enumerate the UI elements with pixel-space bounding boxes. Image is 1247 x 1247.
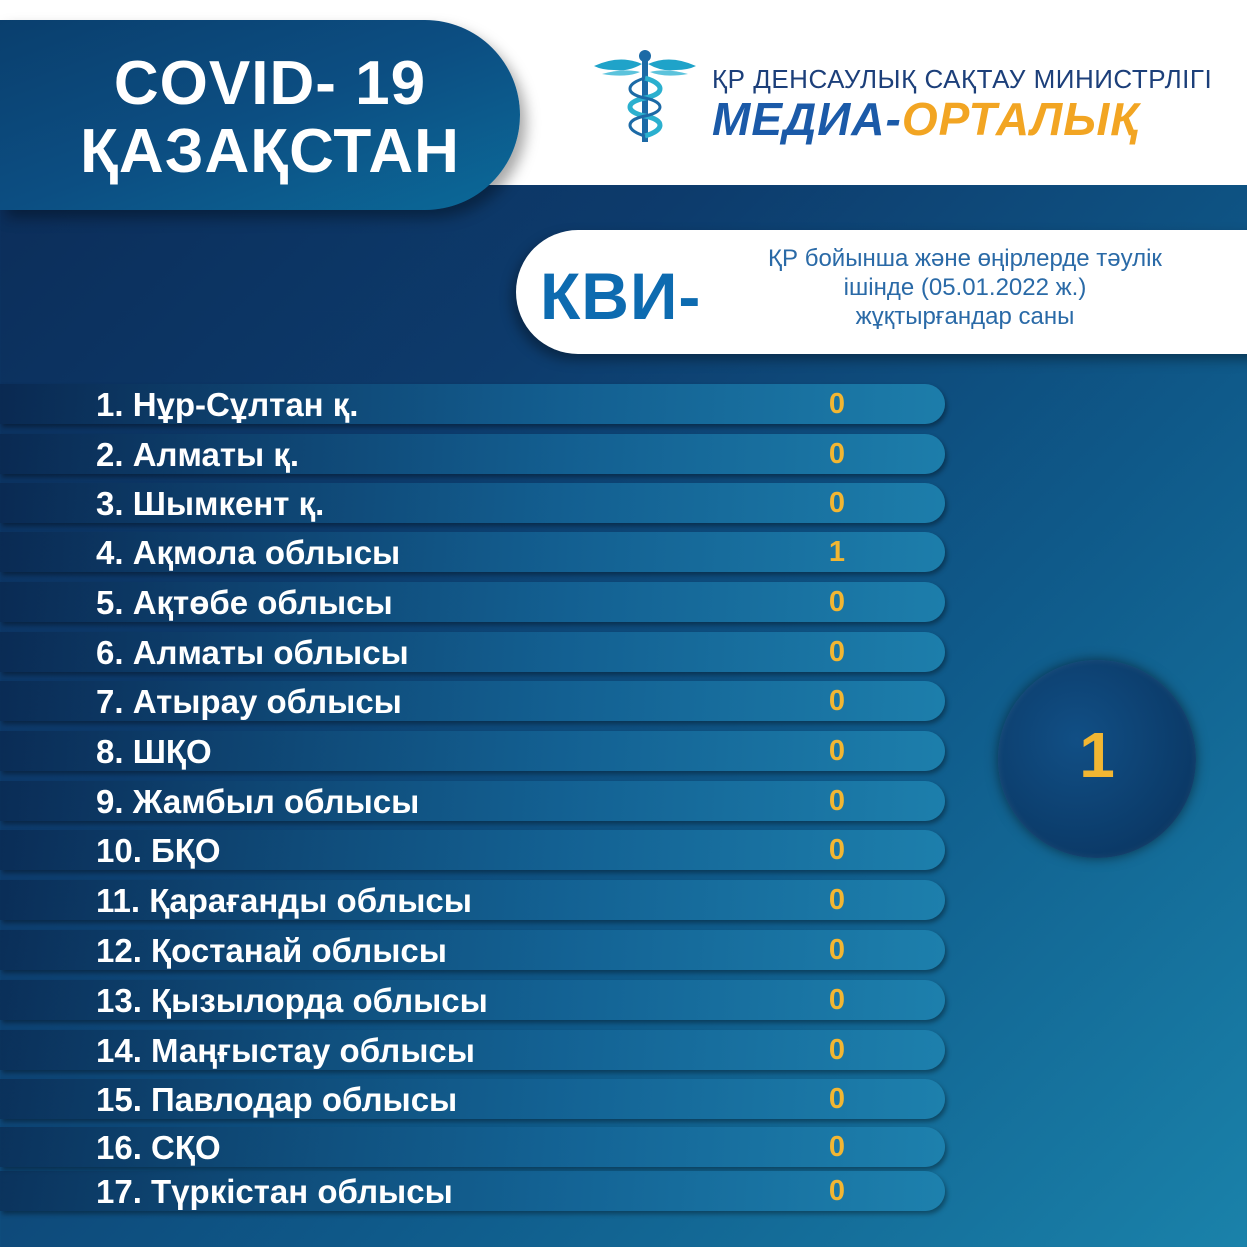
region-row: [0, 930, 945, 970]
region-name: 15. Павлодар облысы: [96, 1081, 458, 1118]
region-row: [0, 980, 945, 1020]
logo-media-part2: ОРТАЛЫҚ: [901, 93, 1140, 145]
region-count: 0: [828, 438, 846, 470]
region-row: [0, 880, 945, 920]
region-row: [0, 1030, 945, 1070]
region-row: [0, 532, 945, 572]
region-name: 1. Нұр-Сұлтан қ.: [96, 386, 359, 423]
region-name: 7. Атырау облысы: [96, 683, 402, 720]
region-count: 1: [828, 536, 846, 568]
region-count: 0: [828, 884, 846, 916]
region-row: [0, 1171, 945, 1211]
subtitle-line1: ҚР бойынша және өңірлерде тәулік: [768, 245, 1162, 272]
total-count: 1: [1079, 719, 1115, 791]
region-name: 12. Қостанай облысы: [96, 932, 447, 969]
region-name: 10. БҚО: [96, 832, 221, 869]
subtitle-description: [730, 244, 1200, 331]
region-name: 8. ШҚО: [96, 733, 212, 770]
region-name: 13. Қызылорда облысы: [96, 982, 488, 1019]
region-row: [0, 483, 945, 523]
region-name: 16. СҚО: [96, 1129, 221, 1166]
region-row: [0, 1079, 945, 1119]
subtitle-line2: ішінде (05.01.2022 ж.): [843, 274, 1087, 301]
region-name: 2. Алматы қ.: [96, 436, 300, 473]
region-name: 9. Жамбыл облысы: [96, 783, 420, 820]
title-line-kazakhstan: ҚАЗАҚСТАН: [80, 117, 460, 186]
logo-ministry-text: ҚР ДЕНСАУЛЫҚ САҚТАУ МИНИСТРЛІГІ: [712, 64, 1213, 94]
region-name: 17. Түркістан облысы: [96, 1173, 453, 1210]
region-row: [0, 434, 945, 474]
total-circle: [998, 660, 1196, 858]
title-line-covid: COVID- 19: [113, 49, 427, 118]
region-name: 6. Алматы облысы: [96, 634, 409, 671]
logo-media-part1: МЕДИА-: [712, 93, 902, 145]
region-row: [0, 582, 945, 622]
region-name: 11. Қарағанды облысы: [96, 882, 472, 919]
region-count: 0: [828, 388, 846, 420]
region-count: 0: [828, 487, 846, 519]
region-count: 0: [828, 685, 846, 717]
region-count: 0: [828, 636, 846, 668]
region-count: 0: [828, 1131, 846, 1163]
caduceus-icon: [590, 48, 700, 144]
region-count: 0: [828, 934, 846, 966]
region-count: 0: [828, 1175, 846, 1207]
region-count: 0: [828, 1083, 846, 1115]
region-count: 0: [828, 735, 846, 767]
region-count: 0: [828, 586, 846, 618]
kvi-label: КВИ-: [540, 259, 702, 333]
region-count: 0: [828, 834, 846, 866]
region-name: 14. Маңғыстау облысы: [96, 1032, 475, 1069]
region-count: 0: [828, 984, 846, 1016]
region-row: [0, 681, 945, 721]
region-name: 5. Ақтөбе облысы: [96, 584, 393, 621]
region-row: [0, 1127, 945, 1167]
region-row: [0, 781, 945, 821]
region-row: [0, 384, 945, 424]
region-row: [0, 632, 945, 672]
logo-media-text: [712, 92, 1140, 146]
region-name: 3. Шымкент қ.: [96, 485, 325, 522]
region-count: 0: [828, 1034, 846, 1066]
region-row: [0, 731, 945, 771]
region-name: 4. Ақмола облысы: [96, 534, 401, 571]
region-count: 0: [828, 785, 846, 817]
subtitle-line3: жұқтырғандар саны: [855, 303, 1075, 330]
region-row: [0, 830, 945, 870]
